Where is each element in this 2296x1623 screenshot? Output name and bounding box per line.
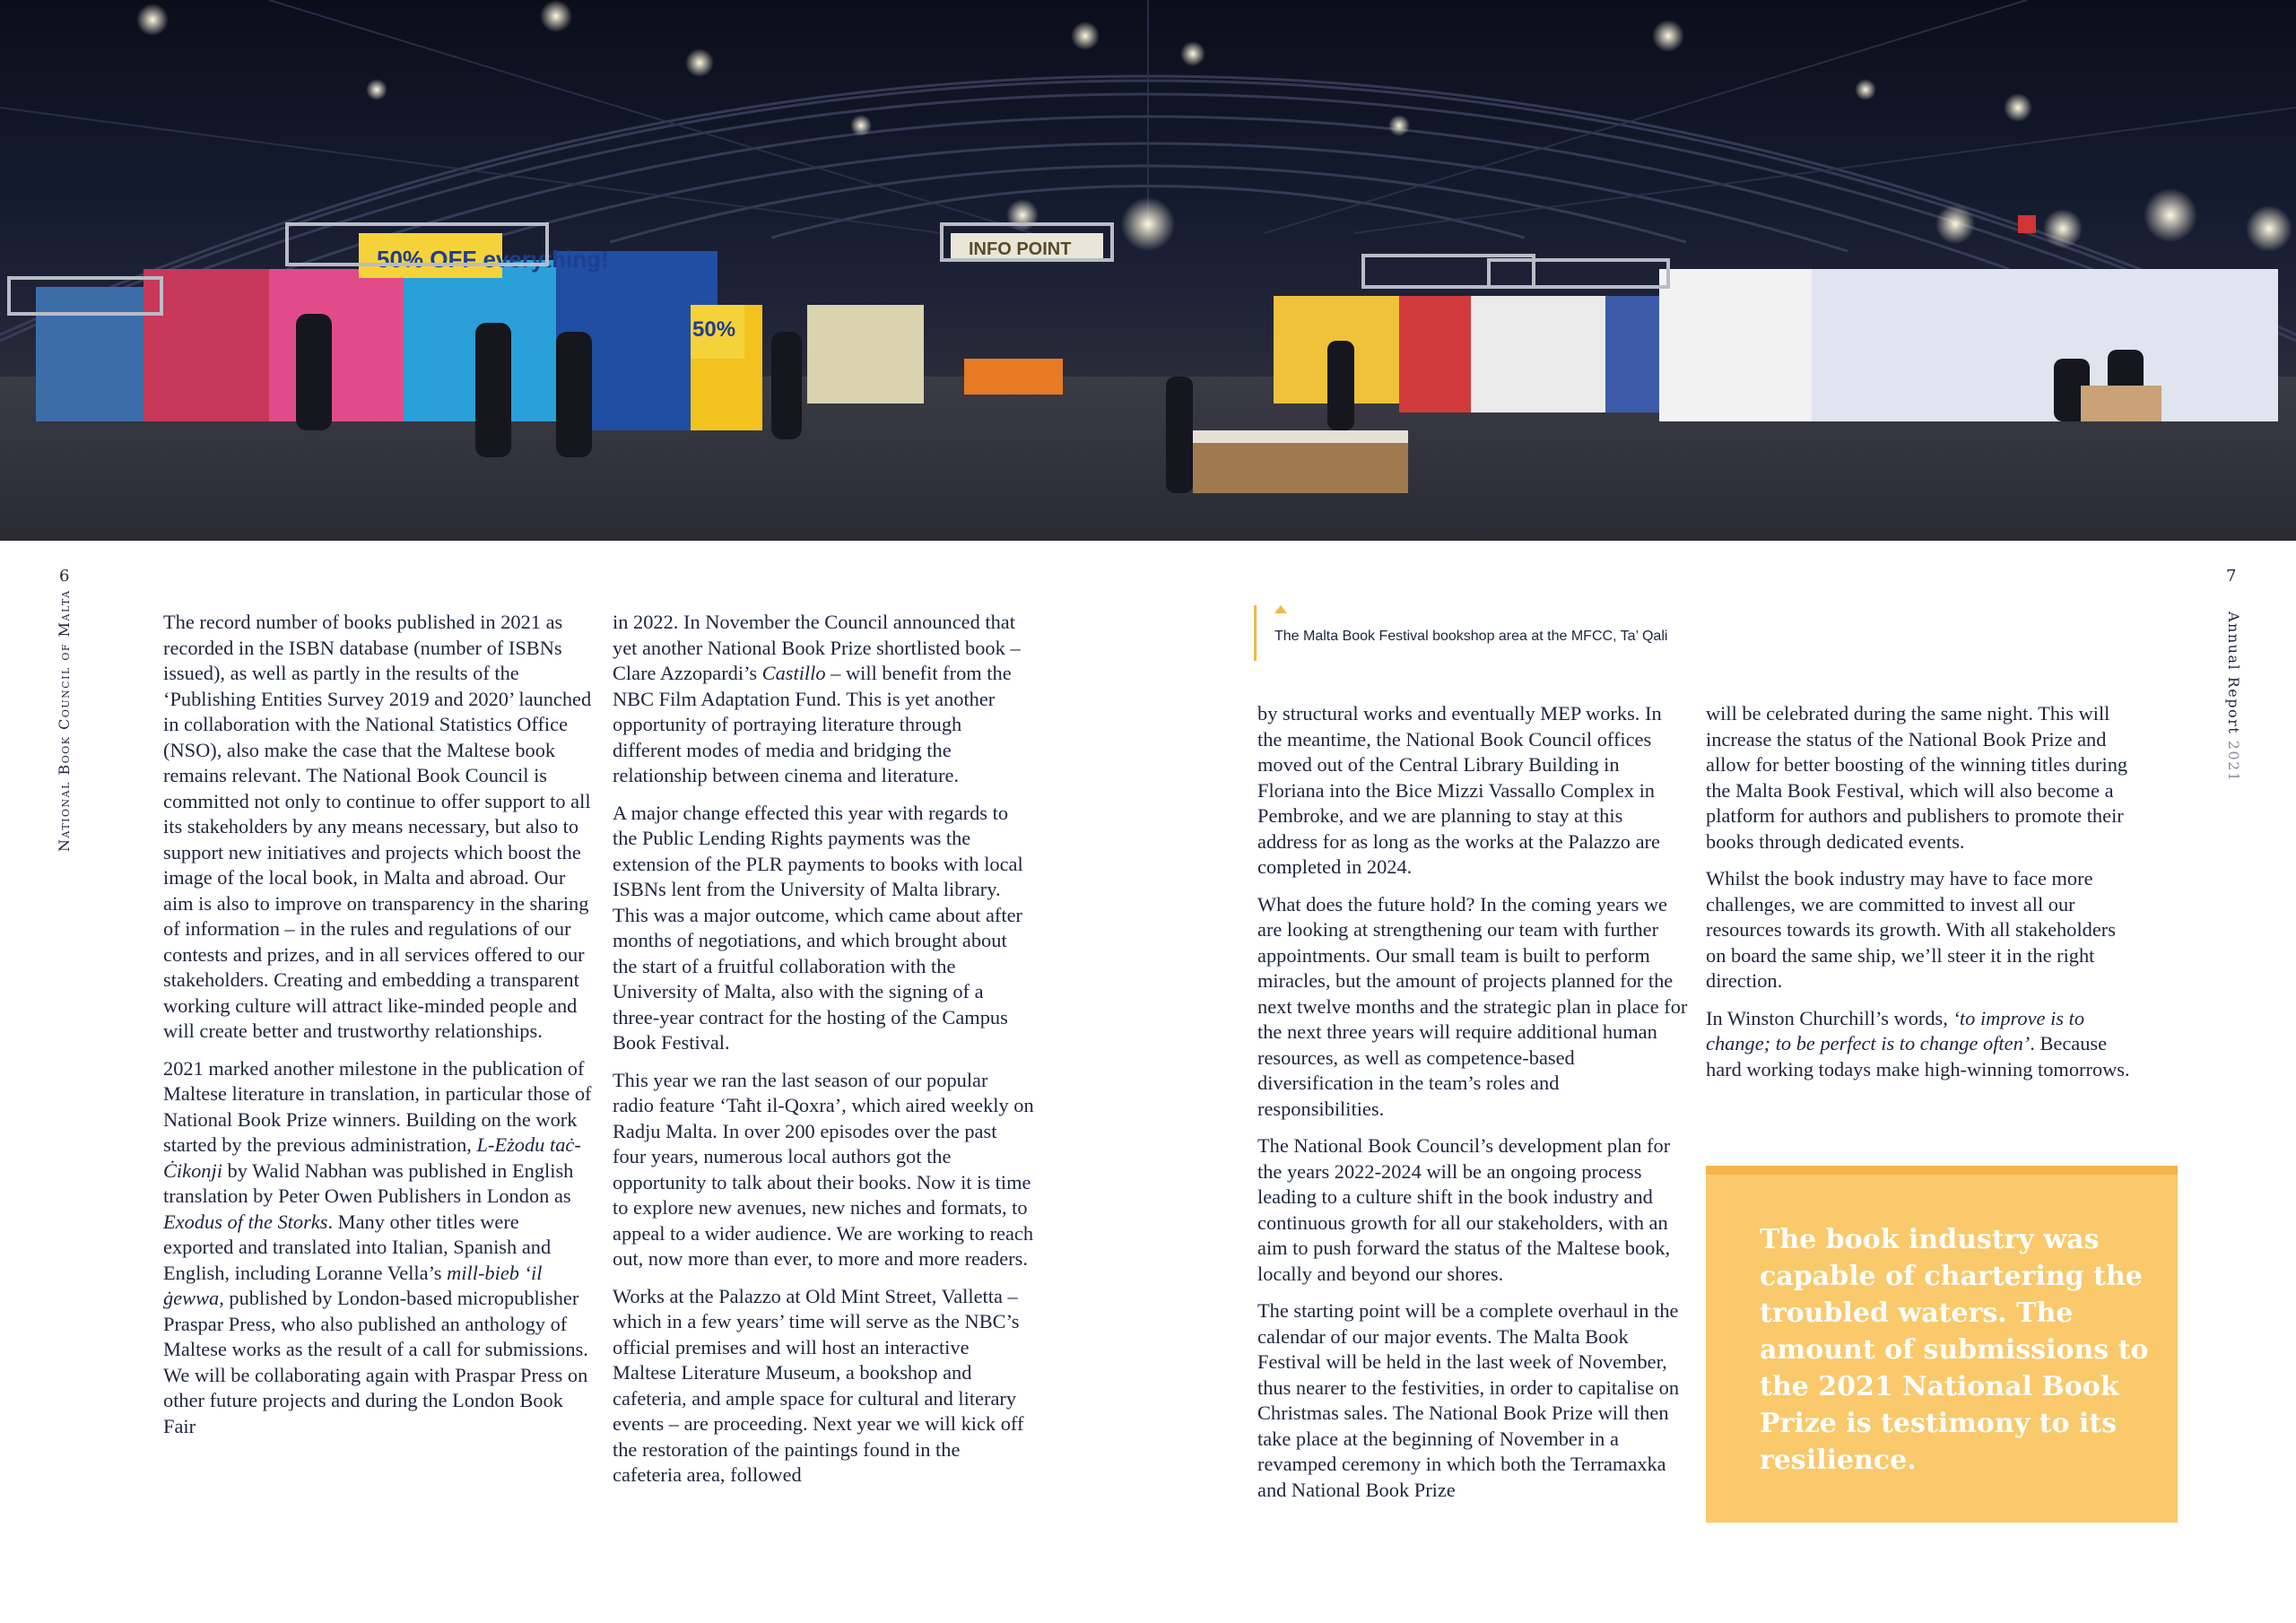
body-column-2 (613, 610, 1034, 1500)
paragraph: This year we ran the last season of our popular radio feature ‘Taħt il-Qoxra’, which aired weekly on Radju Malta. In over 200 episodes over the past four years, numerous local authors got the opportunity to talk about their books. Now it is time to explore new avenues, new niches and formats, to appeal to a wider audience. We are working to reach out, now more than ever, to more and more readers. (613, 1068, 1034, 1270)
paragraph: will be celebrated during the same night. This will increase the status of the National Book Prize and allow for better boosting of the winning titles during the Malta Book Festival, which will also become a platform for authors and publishers to promote their books through dedicated events. (1706, 702, 2128, 853)
paragraph: In Winston Churchill’s words, ‘to improve is to change; to be perfect is to change often’. Because hard working todays make high-winning tomorrows. (1706, 1006, 2130, 1081)
paragraph: by structural works and eventually MEP works. In the meantime, the National Book Council offices moved out of the Central Library Building in Floriana into the Bice Mizzi Vassallo Complex in Pembroke, and we are planning to stay at this address for as long as the works at the Palazzo are completed in 2024. (1257, 702, 1662, 878)
body-column-1 (163, 610, 594, 1451)
festival-hall-illustration (0, 0, 2296, 541)
caption-arrow-icon (1274, 605, 1287, 613)
paragraph: The record number of books published in 2021 as recorded in the ISBN database (number of ISBNs issued), as well as partly in the results of the ‘Publishing Entities Survey 2019 and 2020’ launched in collaboration with the National Statistics Office (NSO), also make the case that the Maltese book remains relevant. The National Book Council is committed not only to continue to offer support to all its stakeholders by any means necessary, but also to support new initiatives and projects which boost the image of the local book, in Malta and abroad. Our aim is also to improve on transparency in the sharing of information – in the rules and regulations of our contests and prizes, and in all services offered to our stakeholders. Creating and embedding a transparent working culture will attract like-minded people and will create better and trustworthy relationships. (163, 611, 592, 1042)
paragraph: A major change effected this year with regards to the Public Lending Rights payments was the extension of the PLR payments to books with local ISBNs lent from the University of Malta library. This was a major outcome, which came about after months of negotiations, and which brought about the start of a fruitful collaboration with the University of Malta, also with the signing of a three-year contract for the hosting of the Campus Book Festival. (613, 801, 1023, 1054)
paragraph: The starting point will be a complete overhaul in the calendar of our major events. The Malta Book Festival will be held in the last week of November, thus nearer to the festivities, in order to capitalise on Christmas sales. The National Book Prize will then take place at the beginning of November in a revamped ceremony in which both the Terramaxka and National Book Prize (1257, 1299, 1680, 1501)
hero-photo (0, 0, 2296, 541)
paragraph: Works at the Palazzo at Old Mint Street, Valletta – which in a few years’ time will serve as the NBC’s official premises and will host an interactive Maltese Literature Museum, a bookshop and cafeteria, and ample space for cultural and literary events – are proceeding. Next year we will kick off the restoration of the paintings found in the cafeteria area, followed (613, 1284, 1024, 1486)
page-number-right: 7 (2226, 567, 2237, 586)
paragraph: 2021 marked another milestone in the publication of Maltese literature in translation, in particular those of National Book Prize winners. Building on the work started by the previous administration, L-Eżodu taċ-Ċikonji by Walid Nabhan was published in English translation by Peter Owen Publishers in London as Exodus of the Storks. Many other titles were exported and translated into Italian, Spanish and English, including Loranne Vella’s mill-bieb ‘il ġewwa, published by London-based micropublisher Praspar Press, who also published an anthology of Maltese works as the result of a call for submissions. We will be collaborating again with Praspar Press on other future projects and during the London Book Fair (163, 1056, 592, 1437)
caption-text: The Malta Book Festival bookshop area at the MFCC, Ta’ Qali (1274, 629, 1668, 644)
sale-sign: 50% OFF everything! (377, 246, 609, 273)
photo-caption (1254, 605, 1668, 661)
page-number-left: 6 (59, 567, 70, 586)
running-head-left: National Book Council of Malta (56, 589, 73, 852)
paragraph: What does the future hold? In the coming years we are looking at strengthening our team with further appointments. Our small team is built to perform miracles, but the amount of projects planned for the next twelve months and the strategic plan in place for the next three years will require additional human resources, as well as competence-based diversification in the team’s roles and responsibilities. (1257, 892, 1688, 1120)
banner-small: 50% (692, 317, 736, 342)
body-column-3 (1257, 701, 1688, 1515)
pull-quote-box (1706, 1166, 2178, 1523)
info-point-sign: INFO POINT (969, 239, 1072, 259)
paragraph: Whilst the book industry may have to face more challenges, we are committed to invest all our resources towards its growth. With all stakeholders on board the same ship, we’ll steer it in the right direction. (1706, 867, 2116, 992)
paragraph: in 2022. In November the Council announced that yet another National Book Prize shortlisted book – Clare Azzopardi’s Castillo – will benefit from the NBC Film Adaptation Fund. This is yet another opportunity of portraying literature through different modes of media and bridging the relationship between cinema and literature. (613, 611, 1021, 786)
pull-quote-text: The book industry was capable of chartering the troubled waters. The amount of submissions to the 2021 National Book Prize is testimony to its resilience. (1760, 1224, 2149, 1476)
paragraph: The National Book Council’s development plan for the years 2022-2024 will be an ongoing process leading to a culture shift in the book industry and continuous growth for all our stakeholders, with an aim to push forward the status of the Maltese book, locally and beyond our shores. (1257, 1134, 1671, 1285)
running-head-right: Annual Report 2021 (2225, 612, 2242, 783)
running-head-year: 2021 (2225, 740, 2242, 783)
body-column-4 (1706, 701, 2136, 1094)
